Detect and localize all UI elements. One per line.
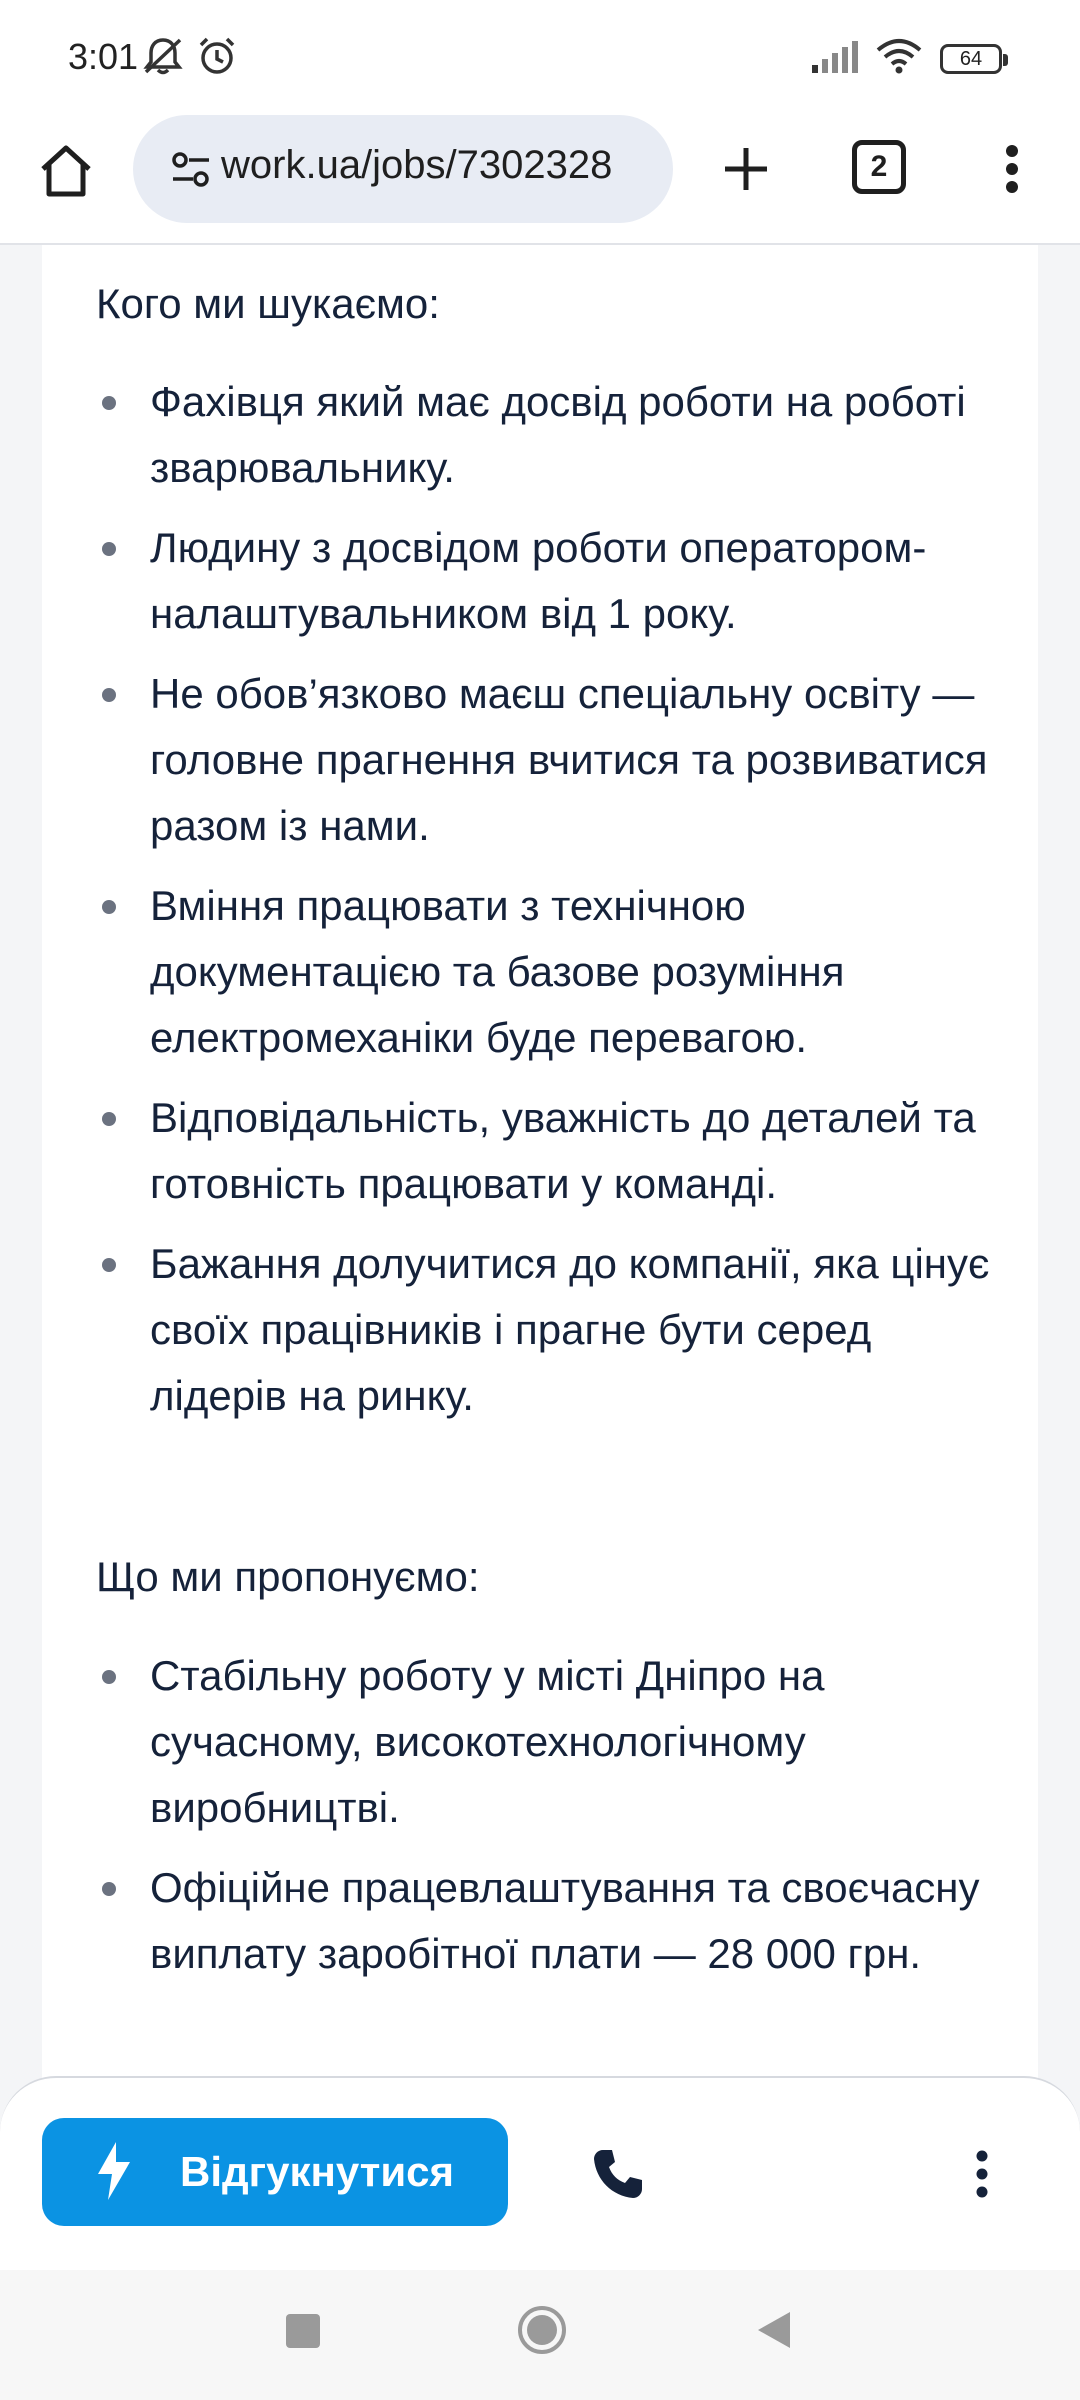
- new-tab-button[interactable]: [708, 131, 784, 207]
- battery-icon: 64: [940, 44, 1002, 74]
- wifi-icon: [876, 38, 922, 79]
- call-button[interactable]: [580, 2136, 656, 2212]
- list-item: Вміння працювати з технічною документацією та базове розуміння електромеханіки буде перевагою.: [96, 873, 1016, 1071]
- system-navigation-bar: [0, 2270, 1080, 2400]
- respond-button[interactable]: [42, 2118, 508, 2226]
- list-item: Стабільну роботу у місті Дніпро на сучасному, високотехнологічному виробництві.: [96, 1643, 1016, 1841]
- list-item: Офіційне працевлаштування та своєчасну виплату заробітної плати — 28 000 грн.: [96, 1855, 1016, 1987]
- phone-icon: [590, 2146, 646, 2202]
- plus-icon: [721, 144, 771, 194]
- browser-toolbar: [0, 115, 1080, 245]
- bolt-icon: [94, 2140, 134, 2202]
- bullet-icon: [102, 1882, 116, 1896]
- bullet-icon: [102, 1112, 116, 1126]
- bottom-action-panel: [0, 2076, 1080, 2270]
- status-bar: [0, 0, 1080, 115]
- more-vert-icon: [1005, 144, 1019, 194]
- bullet-icon: [102, 1258, 116, 1272]
- url-text[interactable]: work.ua/jobs/7302328: [221, 143, 613, 187]
- back-icon[interactable]: [756, 2310, 792, 2350]
- section-heading-requirements: Кого ми шукаємо:: [96, 280, 440, 327]
- list-item: Бажання долучитися до компанії, яка цінує своїх працівників і прагне бути серед лідерів на ринку.: [96, 1231, 1016, 1429]
- section-heading-offer: Що ми пропонуємо:: [96, 1553, 480, 1600]
- home-button[interactable]: [30, 135, 102, 207]
- list-item: Людину з досвідом роботи оператором-налаштувальником від 1 року.: [96, 515, 1016, 647]
- signal-icon: [810, 39, 858, 78]
- bullet-icon: [102, 396, 116, 410]
- bullet-icon: [102, 1670, 116, 1684]
- job-description: [42, 245, 1038, 2100]
- list-item: Фахівця який має досвід роботи на роботі зварювальнику.: [96, 369, 1016, 501]
- bullet-icon: [102, 688, 116, 702]
- respond-button-label: Відгукнутися: [180, 2148, 455, 2195]
- list-item: Не обов’язково маєш спеціальну освіту — головне прагнення вчитися та розвиватися разом із нами.: [96, 661, 1016, 859]
- address-bar[interactable]: [133, 115, 673, 223]
- bullet-icon: [102, 542, 116, 556]
- site-settings-icon[interactable]: [171, 151, 211, 194]
- home-circle-icon[interactable]: [516, 2304, 568, 2356]
- home-icon: [37, 143, 95, 199]
- browser-menu-button[interactable]: [990, 133, 1034, 205]
- requirements-list: [96, 369, 1016, 1443]
- alarm-icon: [196, 36, 238, 81]
- tabs-icon[interactable]: 2: [852, 140, 906, 194]
- list-item: Відповідальність, уважність до деталей та готовність працювати у команді.: [96, 1085, 1016, 1217]
- recents-icon[interactable]: [286, 2314, 320, 2348]
- mute-icon: [142, 36, 184, 81]
- panel-menu-button[interactable]: [960, 2136, 1004, 2212]
- bullet-icon: [102, 900, 116, 914]
- offer-list: [96, 1643, 1016, 2001]
- more-vert-icon: [975, 2150, 989, 2198]
- status-time: 3:01: [68, 36, 139, 77]
